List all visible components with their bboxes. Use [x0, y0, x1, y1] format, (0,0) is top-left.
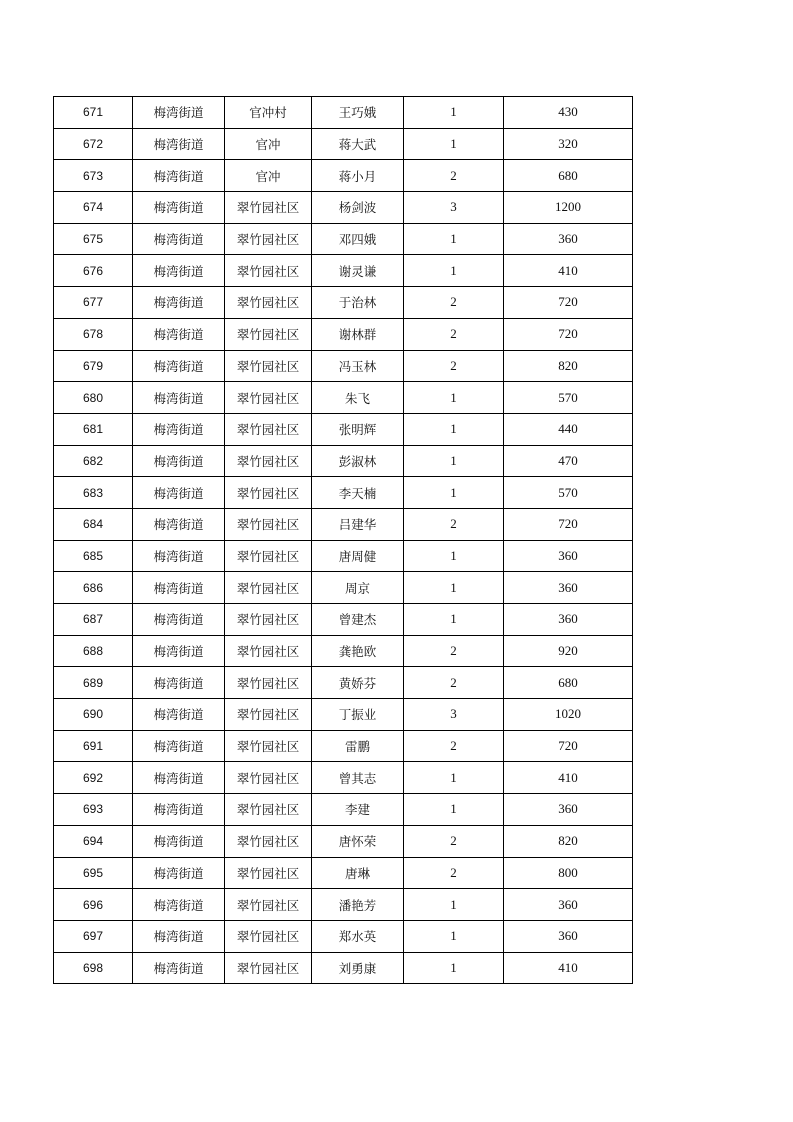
name-cell: 郑水英: [312, 920, 404, 952]
row-number-cell: 688: [54, 635, 133, 667]
street-cell: 梅湾街道: [133, 604, 225, 636]
street-cell: 梅湾街道: [133, 952, 225, 984]
row-number-cell: 698: [54, 952, 133, 984]
community-cell: 翠竹园社区: [225, 699, 312, 731]
row-number-cell: 685: [54, 540, 133, 572]
count-cell: 2: [404, 160, 504, 192]
street-cell: 梅湾街道: [133, 350, 225, 382]
count-cell: 2: [404, 287, 504, 319]
name-cell: 蒋小月: [312, 160, 404, 192]
name-cell: 唐周健: [312, 540, 404, 572]
amount-cell: 410: [504, 255, 633, 287]
table-row: [54, 223, 633, 255]
amount-cell: 360: [504, 572, 633, 604]
table-row: [54, 762, 633, 794]
table-row: [54, 508, 633, 540]
community-cell: 官冲: [225, 128, 312, 160]
table-row: [54, 192, 633, 224]
name-cell: 于治林: [312, 287, 404, 319]
table-row: [54, 413, 633, 445]
table-row: [54, 97, 633, 129]
count-cell: 2: [404, 730, 504, 762]
community-cell: 翠竹园社区: [225, 730, 312, 762]
street-cell: 梅湾街道: [133, 508, 225, 540]
table-body: [54, 97, 633, 984]
row-number-cell: 674: [54, 192, 133, 224]
community-cell: 翠竹园社区: [225, 604, 312, 636]
name-cell: 潘艳芳: [312, 889, 404, 921]
table-row: [54, 889, 633, 921]
street-cell: 梅湾街道: [133, 920, 225, 952]
table-row: [54, 445, 633, 477]
amount-cell: 360: [504, 604, 633, 636]
table-row: [54, 128, 633, 160]
row-number-cell: 697: [54, 920, 133, 952]
community-cell: 翠竹园社区: [225, 192, 312, 224]
street-cell: 梅湾街道: [133, 889, 225, 921]
amount-cell: 1020: [504, 699, 633, 731]
community-cell: 翠竹园社区: [225, 540, 312, 572]
street-cell: 梅湾街道: [133, 572, 225, 604]
count-cell: 1: [404, 572, 504, 604]
street-cell: 梅湾街道: [133, 794, 225, 826]
street-cell: 梅湾街道: [133, 255, 225, 287]
street-cell: 梅湾街道: [133, 762, 225, 794]
name-cell: 丁振业: [312, 699, 404, 731]
row-number-cell: 680: [54, 382, 133, 414]
count-cell: 2: [404, 667, 504, 699]
amount-cell: 720: [504, 730, 633, 762]
table-row: [54, 318, 633, 350]
community-cell: 翠竹园社区: [225, 223, 312, 255]
name-cell: 彭淑林: [312, 445, 404, 477]
amount-cell: 360: [504, 889, 633, 921]
table-row: [54, 382, 633, 414]
amount-cell: 430: [504, 97, 633, 129]
row-number-cell: 679: [54, 350, 133, 382]
amount-cell: 720: [504, 318, 633, 350]
street-cell: 梅湾街道: [133, 160, 225, 192]
table-row: [54, 635, 633, 667]
name-cell: 龚艳欧: [312, 635, 404, 667]
amount-cell: 920: [504, 635, 633, 667]
row-number-cell: 678: [54, 318, 133, 350]
row-number-cell: 671: [54, 97, 133, 129]
row-number-cell: 684: [54, 508, 133, 540]
street-cell: 梅湾街道: [133, 192, 225, 224]
row-number-cell: 683: [54, 477, 133, 509]
amount-cell: 570: [504, 477, 633, 509]
community-cell: 翠竹园社区: [225, 635, 312, 667]
community-cell: 翠竹园社区: [225, 920, 312, 952]
amount-cell: 680: [504, 667, 633, 699]
street-cell: 梅湾街道: [133, 667, 225, 699]
amount-cell: 360: [504, 540, 633, 572]
amount-cell: 360: [504, 223, 633, 255]
table-row: [54, 604, 633, 636]
community-cell: 翠竹园社区: [225, 667, 312, 699]
street-cell: 梅湾街道: [133, 97, 225, 129]
amount-cell: 360: [504, 920, 633, 952]
table-row: [54, 825, 633, 857]
community-cell: 官冲村: [225, 97, 312, 129]
name-cell: 蒋大武: [312, 128, 404, 160]
community-cell: 翠竹园社区: [225, 445, 312, 477]
table-row: [54, 540, 633, 572]
count-cell: 1: [404, 445, 504, 477]
table-row: [54, 699, 633, 731]
amount-cell: 570: [504, 382, 633, 414]
street-cell: 梅湾街道: [133, 128, 225, 160]
community-cell: 翠竹园社区: [225, 857, 312, 889]
count-cell: 2: [404, 825, 504, 857]
count-cell: 1: [404, 255, 504, 287]
community-cell: 官冲: [225, 160, 312, 192]
name-cell: 王巧娥: [312, 97, 404, 129]
table-row: [54, 477, 633, 509]
name-cell: 谢灵谦: [312, 255, 404, 287]
count-cell: 1: [404, 540, 504, 572]
community-cell: 翠竹园社区: [225, 413, 312, 445]
count-cell: 3: [404, 192, 504, 224]
name-cell: 谢林群: [312, 318, 404, 350]
row-number-cell: 693: [54, 794, 133, 826]
name-cell: 李天楠: [312, 477, 404, 509]
amount-cell: 440: [504, 413, 633, 445]
street-cell: 梅湾街道: [133, 413, 225, 445]
community-cell: 翠竹园社区: [225, 508, 312, 540]
table-row: [54, 287, 633, 319]
count-cell: 2: [404, 508, 504, 540]
street-cell: 梅湾街道: [133, 857, 225, 889]
count-cell: 1: [404, 477, 504, 509]
row-number-cell: 672: [54, 128, 133, 160]
community-cell: 翠竹园社区: [225, 255, 312, 287]
name-cell: 杨剑波: [312, 192, 404, 224]
name-cell: 朱飞: [312, 382, 404, 414]
community-cell: 翠竹园社区: [225, 382, 312, 414]
street-cell: 梅湾街道: [133, 445, 225, 477]
count-cell: 1: [404, 920, 504, 952]
table-row: [54, 160, 633, 192]
street-cell: 梅湾街道: [133, 477, 225, 509]
count-cell: 1: [404, 97, 504, 129]
community-cell: 翠竹园社区: [225, 477, 312, 509]
amount-cell: 1200: [504, 192, 633, 224]
community-cell: 翠竹园社区: [225, 318, 312, 350]
street-cell: 梅湾街道: [133, 382, 225, 414]
row-number-cell: 682: [54, 445, 133, 477]
row-number-cell: 696: [54, 889, 133, 921]
street-cell: 梅湾街道: [133, 635, 225, 667]
amount-cell: 800: [504, 857, 633, 889]
amount-cell: 680: [504, 160, 633, 192]
amount-cell: 720: [504, 508, 633, 540]
row-number-cell: 681: [54, 413, 133, 445]
community-cell: 翠竹园社区: [225, 287, 312, 319]
row-number-cell: 692: [54, 762, 133, 794]
community-cell: 翠竹园社区: [225, 762, 312, 794]
count-cell: 2: [404, 857, 504, 889]
row-number-cell: 676: [54, 255, 133, 287]
name-cell: 吕建华: [312, 508, 404, 540]
row-number-cell: 690: [54, 699, 133, 731]
count-cell: 1: [404, 794, 504, 826]
name-cell: 唐怀荣: [312, 825, 404, 857]
count-cell: 3: [404, 699, 504, 731]
name-cell: 冯玉林: [312, 350, 404, 382]
data-table: [53, 96, 633, 984]
name-cell: 曾其志: [312, 762, 404, 794]
table-row: [54, 920, 633, 952]
street-cell: 梅湾街道: [133, 730, 225, 762]
table-row: [54, 350, 633, 382]
street-cell: 梅湾街道: [133, 223, 225, 255]
amount-cell: 320: [504, 128, 633, 160]
name-cell: 雷鹏: [312, 730, 404, 762]
row-number-cell: 691: [54, 730, 133, 762]
name-cell: 曾建杰: [312, 604, 404, 636]
amount-cell: 470: [504, 445, 633, 477]
name-cell: 张明辉: [312, 413, 404, 445]
community-cell: 翠竹园社区: [225, 572, 312, 604]
table-row: [54, 794, 633, 826]
community-cell: 翠竹园社区: [225, 794, 312, 826]
count-cell: 2: [404, 318, 504, 350]
count-cell: 1: [404, 889, 504, 921]
community-cell: 翠竹园社区: [225, 350, 312, 382]
count-cell: 1: [404, 128, 504, 160]
row-number-cell: 694: [54, 825, 133, 857]
count-cell: 1: [404, 762, 504, 794]
table-row: [54, 730, 633, 762]
row-number-cell: 695: [54, 857, 133, 889]
street-cell: 梅湾街道: [133, 287, 225, 319]
amount-cell: 820: [504, 350, 633, 382]
amount-cell: 820: [504, 825, 633, 857]
name-cell: 周京: [312, 572, 404, 604]
community-cell: 翠竹园社区: [225, 952, 312, 984]
count-cell: 1: [404, 604, 504, 636]
row-number-cell: 677: [54, 287, 133, 319]
row-number-cell: 673: [54, 160, 133, 192]
community-cell: 翠竹园社区: [225, 889, 312, 921]
name-cell: 唐琳: [312, 857, 404, 889]
amount-cell: 720: [504, 287, 633, 319]
count-cell: 1: [404, 223, 504, 255]
table-row: [54, 572, 633, 604]
community-cell: 翠竹园社区: [225, 825, 312, 857]
row-number-cell: 687: [54, 604, 133, 636]
amount-cell: 410: [504, 952, 633, 984]
table-row: [54, 952, 633, 984]
table-row: [54, 857, 633, 889]
count-cell: 1: [404, 382, 504, 414]
name-cell: 刘勇康: [312, 952, 404, 984]
name-cell: 邓四娥: [312, 223, 404, 255]
count-cell: 2: [404, 635, 504, 667]
street-cell: 梅湾街道: [133, 699, 225, 731]
name-cell: 李建: [312, 794, 404, 826]
amount-cell: 410: [504, 762, 633, 794]
row-number-cell: 675: [54, 223, 133, 255]
count-cell: 2: [404, 350, 504, 382]
row-number-cell: 689: [54, 667, 133, 699]
count-cell: 1: [404, 952, 504, 984]
table-row: [54, 255, 633, 287]
amount-cell: 360: [504, 794, 633, 826]
table-row: [54, 667, 633, 699]
row-number-cell: 686: [54, 572, 133, 604]
name-cell: 黄娇芬: [312, 667, 404, 699]
street-cell: 梅湾街道: [133, 318, 225, 350]
street-cell: 梅湾街道: [133, 825, 225, 857]
street-cell: 梅湾街道: [133, 540, 225, 572]
count-cell: 1: [404, 413, 504, 445]
